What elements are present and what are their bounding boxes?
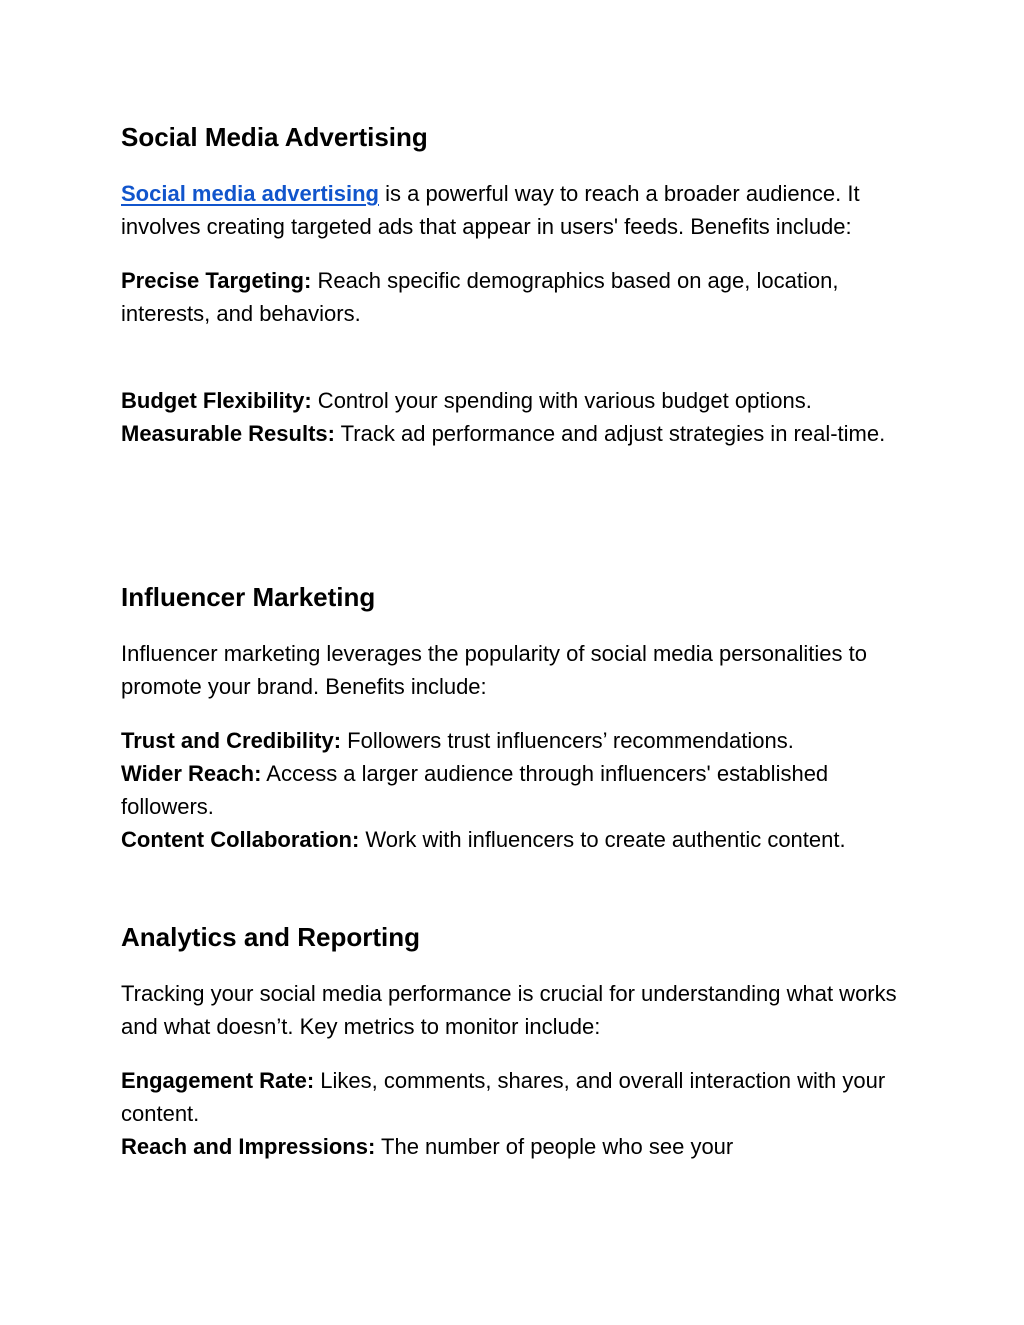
benefit-text: Followers trust influencers’ recommendations.	[341, 728, 794, 753]
section-intro: Tracking your social media performance is crucial for understanding what works and what doesn’t. Key metrics to monitor include:	[121, 981, 897, 1039]
social-media-advertising-link[interactable]: Social media advertising	[121, 181, 379, 206]
metric-term: Engagement Rate:	[121, 1068, 315, 1093]
benefit-item	[121, 757, 911, 823]
benefit-text: Reach specific demographics based on age, location, interests, and behaviors.	[121, 268, 839, 326]
section-intro	[121, 177, 911, 243]
benefit-item	[121, 823, 911, 856]
metric-text: The number of people who see your	[375, 1134, 734, 1159]
benefit-item	[121, 264, 911, 330]
section-intro: Influencer marketing leverages the popularity of social media personalities to promote your brand. Benefits include:	[121, 641, 867, 699]
metric-item	[121, 1130, 911, 1163]
benefit-term: Content Collaboration:	[121, 827, 360, 852]
benefit-term: Budget Flexibility:	[121, 388, 312, 413]
benefit-item	[121, 724, 911, 757]
metric-text: Likes, comments, shares, and overall interaction with your content.	[121, 1068, 886, 1126]
section-heading: Social Media Advertising	[121, 122, 428, 152]
benefit-text: Track ad performance and adjust strategies in real-time.	[334, 421, 886, 446]
section-social-media-advertising	[121, 120, 911, 450]
section-heading: Analytics and Reporting	[121, 922, 421, 952]
benefit-item	[121, 384, 911, 417]
benefit-term: Trust and Credibility:	[121, 728, 342, 753]
metric-term: Reach and Impressions:	[121, 1134, 376, 1159]
benefit-term: Measurable Results:	[121, 421, 335, 446]
benefit-item	[121, 417, 911, 450]
section-analytics-and-reporting	[121, 920, 911, 1163]
benefit-text: Work with influencers to create authentic content.	[359, 827, 846, 852]
benefit-term: Precise Targeting:	[121, 268, 312, 293]
benefit-term: Wider Reach:	[121, 761, 262, 786]
benefit-text: Control your spending with various budget options.	[311, 388, 812, 413]
section-heading: Influencer Marketing	[121, 582, 376, 612]
section-influencer-marketing	[121, 580, 911, 856]
intro-text: is a powerful way to reach a broader audience. It involves creating targeted ads that appear in users' feeds. Benefits include:	[121, 181, 860, 239]
metric-item	[121, 1064, 911, 1130]
benefit-text: Access a larger audience through influencers' established followers.	[121, 761, 829, 819]
